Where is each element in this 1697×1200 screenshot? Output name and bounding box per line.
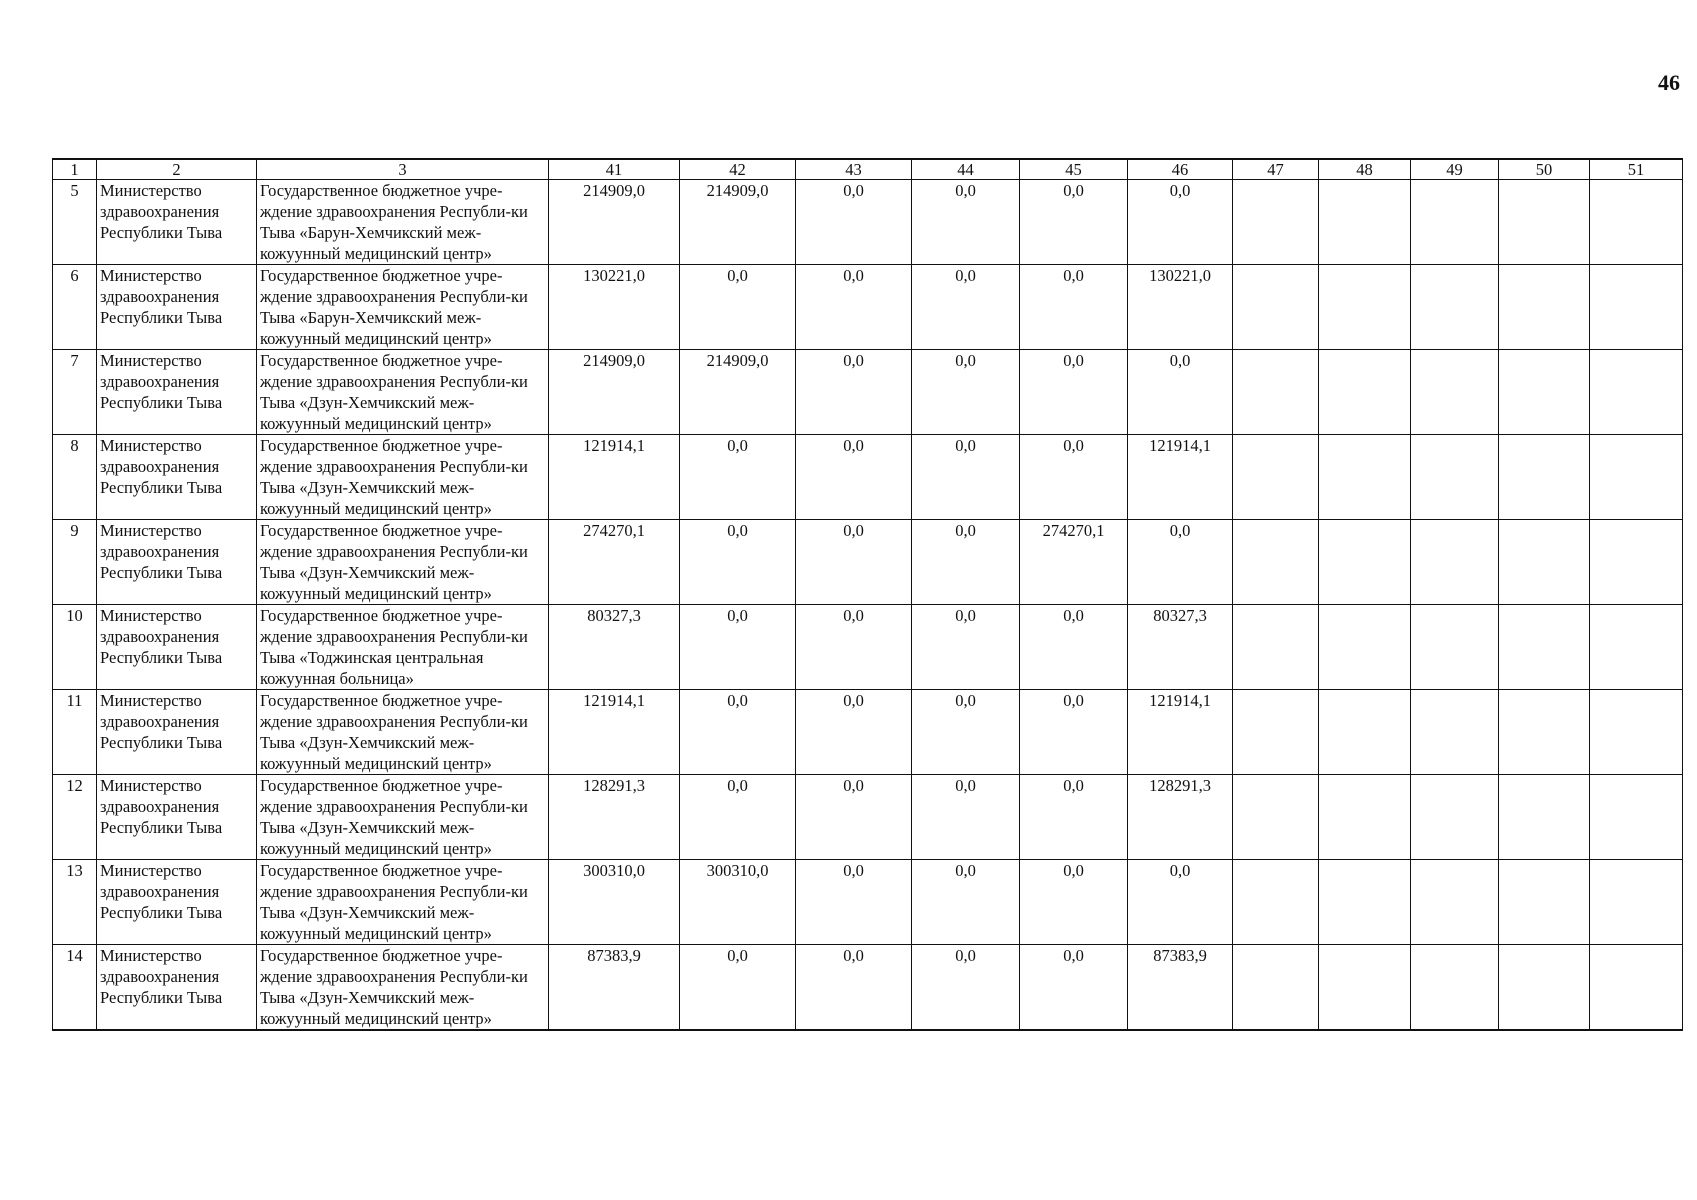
- value-cell: [1499, 265, 1590, 350]
- value-cell: 0,0: [912, 775, 1020, 860]
- value-cell: [1233, 350, 1319, 435]
- value-cell: [1233, 775, 1319, 860]
- value-cell: [1411, 265, 1499, 350]
- value-cell: 0,0: [912, 860, 1020, 945]
- row-number-cell: 8: [53, 435, 97, 520]
- value-cell: 128291,3: [549, 775, 680, 860]
- value-cell: 0,0: [796, 945, 912, 1031]
- value-cell: 0,0: [796, 265, 912, 350]
- value-cell: 0,0: [912, 605, 1020, 690]
- table-row: [53, 690, 1683, 775]
- table-body: [53, 180, 1683, 1031]
- value-cell: [1233, 265, 1319, 350]
- row-number-cell: 14: [53, 945, 97, 1031]
- row-number-cell: 6: [53, 265, 97, 350]
- value-cell: [1411, 775, 1499, 860]
- column-header: 1: [53, 159, 97, 180]
- institution-cell: Государственное бюджетное учре-ждение здравоохранения Республи-ки Тыва «Барун-Хемчикский меж-кожуунный медицинский центр»: [257, 180, 549, 265]
- ministry-cell: Министерство здравоохранения Республики Тыва: [97, 605, 257, 690]
- value-cell: [1499, 435, 1590, 520]
- value-cell: 0,0: [1020, 690, 1128, 775]
- ministry-cell: Министерство здравоохранения Республики Тыва: [97, 690, 257, 775]
- value-cell: 0,0: [796, 180, 912, 265]
- institution-cell: Государственное бюджетное учре-ждение здравоохранения Республи-ки Тыва «Дзун-Хемчикский меж-кожуунный медицинский центр»: [257, 860, 549, 945]
- value-cell: [1590, 945, 1683, 1031]
- value-cell: 0,0: [1128, 860, 1233, 945]
- value-cell: [1233, 690, 1319, 775]
- value-cell: 0,0: [796, 520, 912, 605]
- value-cell: 121914,1: [1128, 690, 1233, 775]
- value-cell: [1411, 520, 1499, 605]
- institution-cell: Государственное бюджетное учре-ждение здравоохранения Республи-ки Тыва «Дзун-Хемчикский меж-кожуунный медицинский центр»: [257, 775, 549, 860]
- row-number-cell: 11: [53, 690, 97, 775]
- institution-cell: Государственное бюджетное учре-ждение здравоохранения Республи-ки Тыва «Барун-Хемчикский меж-кожуунный медицинский центр»: [257, 265, 549, 350]
- column-header: 50: [1499, 159, 1590, 180]
- value-cell: [1590, 435, 1683, 520]
- value-cell: 0,0: [680, 435, 796, 520]
- value-cell: 0,0: [1020, 180, 1128, 265]
- value-cell: [1499, 860, 1590, 945]
- value-cell: 87383,9: [1128, 945, 1233, 1031]
- value-cell: [1411, 945, 1499, 1031]
- column-header: 48: [1319, 159, 1411, 180]
- value-cell: [1319, 945, 1411, 1031]
- value-cell: [1319, 775, 1411, 860]
- value-cell: [1319, 350, 1411, 435]
- value-cell: [1411, 605, 1499, 690]
- value-cell: 214909,0: [680, 180, 796, 265]
- column-header: 42: [680, 159, 796, 180]
- column-header: 51: [1590, 159, 1683, 180]
- value-cell: 0,0: [680, 775, 796, 860]
- value-cell: [1499, 775, 1590, 860]
- value-cell: 0,0: [1128, 180, 1233, 265]
- value-cell: 121914,1: [1128, 435, 1233, 520]
- institution-cell: Государственное бюджетное учре-ждение здравоохранения Республи-ки Тыва «Дзун-Хемчикский меж-кожуунный медицинский центр»: [257, 350, 549, 435]
- value-cell: 214909,0: [549, 180, 680, 265]
- value-cell: 0,0: [796, 605, 912, 690]
- column-header: 44: [912, 159, 1020, 180]
- institution-cell: Государственное бюджетное учре-ждение здравоохранения Республи-ки Тыва «Дзун-Хемчикский меж-кожуунный медицинский центр»: [257, 435, 549, 520]
- value-cell: 0,0: [912, 435, 1020, 520]
- column-header: 41: [549, 159, 680, 180]
- value-cell: [1411, 350, 1499, 435]
- value-cell: [1319, 860, 1411, 945]
- ministry-cell: Министерство здравоохранения Республики Тыва: [97, 945, 257, 1031]
- ministry-cell: Министерство здравоохранения Республики Тыва: [97, 180, 257, 265]
- value-cell: [1319, 690, 1411, 775]
- value-cell: 0,0: [1020, 350, 1128, 435]
- value-cell: 0,0: [912, 180, 1020, 265]
- value-cell: [1319, 180, 1411, 265]
- value-cell: 87383,9: [549, 945, 680, 1031]
- table-row: [53, 520, 1683, 605]
- value-cell: 0,0: [796, 350, 912, 435]
- value-cell: 0,0: [912, 265, 1020, 350]
- table-row: [53, 180, 1683, 265]
- value-cell: [1499, 180, 1590, 265]
- value-cell: [1233, 945, 1319, 1031]
- value-cell: 0,0: [680, 520, 796, 605]
- value-cell: 0,0: [1020, 435, 1128, 520]
- value-cell: [1233, 435, 1319, 520]
- value-cell: 0,0: [912, 350, 1020, 435]
- value-cell: 0,0: [1020, 605, 1128, 690]
- value-cell: 214909,0: [680, 350, 796, 435]
- table-row: [53, 435, 1683, 520]
- value-cell: [1233, 860, 1319, 945]
- table-header-row: [53, 159, 1683, 180]
- value-cell: [1499, 350, 1590, 435]
- value-cell: 0,0: [1128, 520, 1233, 605]
- value-cell: [1590, 605, 1683, 690]
- row-number-cell: 9: [53, 520, 97, 605]
- value-cell: 0,0: [1020, 860, 1128, 945]
- ministry-cell: Министерство здравоохранения Республики Тыва: [97, 350, 257, 435]
- value-cell: 128291,3: [1128, 775, 1233, 860]
- value-cell: 0,0: [1128, 350, 1233, 435]
- value-cell: [1319, 435, 1411, 520]
- value-cell: [1319, 265, 1411, 350]
- value-cell: [1499, 520, 1590, 605]
- table-row: [53, 605, 1683, 690]
- value-cell: [1499, 945, 1590, 1031]
- ministry-cell: Министерство здравоохранения Республики Тыва: [97, 860, 257, 945]
- value-cell: [1411, 435, 1499, 520]
- table-row: [53, 265, 1683, 350]
- value-cell: 130221,0: [549, 265, 680, 350]
- value-cell: [1411, 690, 1499, 775]
- value-cell: [1590, 265, 1683, 350]
- value-cell: 0,0: [912, 945, 1020, 1031]
- column-header: 45: [1020, 159, 1128, 180]
- row-number-cell: 10: [53, 605, 97, 690]
- value-cell: [1590, 775, 1683, 860]
- value-cell: 0,0: [796, 690, 912, 775]
- column-header: 46: [1128, 159, 1233, 180]
- ministry-cell: Министерство здравоохранения Республики Тыва: [97, 265, 257, 350]
- value-cell: 300310,0: [549, 860, 680, 945]
- table-row: [53, 945, 1683, 1031]
- value-cell: [1590, 860, 1683, 945]
- value-cell: [1590, 180, 1683, 265]
- value-cell: [1590, 520, 1683, 605]
- value-cell: 0,0: [680, 265, 796, 350]
- value-cell: [1233, 605, 1319, 690]
- table-row: [53, 860, 1683, 945]
- value-cell: [1233, 520, 1319, 605]
- column-header: 2: [97, 159, 257, 180]
- ministry-cell: Министерство здравоохранения Республики Тыва: [97, 775, 257, 860]
- table-row: [53, 350, 1683, 435]
- value-cell: 121914,1: [549, 435, 680, 520]
- institution-cell: Государственное бюджетное учре-ждение здравоохранения Республи-ки Тыва «Тоджинская центральная кожуунная больница»: [257, 605, 549, 690]
- value-cell: [1590, 690, 1683, 775]
- value-cell: [1233, 180, 1319, 265]
- institution-cell: Государственное бюджетное учре-ждение здравоохранения Республи-ки Тыва «Дзун-Хемчикский меж-кожуунный медицинский центр»: [257, 690, 549, 775]
- value-cell: 0,0: [796, 860, 912, 945]
- value-cell: 0,0: [680, 690, 796, 775]
- value-cell: [1590, 350, 1683, 435]
- value-cell: [1499, 690, 1590, 775]
- institution-cell: Государственное бюджетное учре-ждение здравоохранения Республи-ки Тыва «Дзун-Хемчикский меж-кожуунный медицинский центр»: [257, 520, 549, 605]
- column-header: 49: [1411, 159, 1499, 180]
- value-cell: 121914,1: [549, 690, 680, 775]
- institution-cell: Государственное бюджетное учре-ждение здравоохранения Республи-ки Тыва «Дзун-Хемчикский меж-кожуунный медицинский центр»: [257, 945, 549, 1031]
- value-cell: 0,0: [1020, 775, 1128, 860]
- row-number-cell: 5: [53, 180, 97, 265]
- value-cell: 274270,1: [549, 520, 680, 605]
- value-cell: 300310,0: [680, 860, 796, 945]
- value-cell: 0,0: [680, 945, 796, 1031]
- column-header: 43: [796, 159, 912, 180]
- value-cell: 0,0: [1020, 945, 1128, 1031]
- value-cell: 0,0: [912, 520, 1020, 605]
- value-cell: 214909,0: [549, 350, 680, 435]
- column-header: 47: [1233, 159, 1319, 180]
- value-cell: 274270,1: [1020, 520, 1128, 605]
- value-cell: 130221,0: [1128, 265, 1233, 350]
- table-row: [53, 775, 1683, 860]
- budget-table: [52, 158, 1683, 1031]
- row-number-cell: 7: [53, 350, 97, 435]
- row-number-cell: 12: [53, 775, 97, 860]
- value-cell: [1411, 860, 1499, 945]
- page-number: 46: [1658, 70, 1680, 95]
- value-cell: 0,0: [912, 690, 1020, 775]
- value-cell: 0,0: [796, 775, 912, 860]
- column-header: 3: [257, 159, 549, 180]
- value-cell: [1411, 180, 1499, 265]
- value-cell: 0,0: [796, 435, 912, 520]
- value-cell: 0,0: [680, 605, 796, 690]
- value-cell: 0,0: [1020, 265, 1128, 350]
- row-number-cell: 13: [53, 860, 97, 945]
- value-cell: 80327,3: [549, 605, 680, 690]
- value-cell: [1319, 520, 1411, 605]
- value-cell: [1499, 605, 1590, 690]
- ministry-cell: Министерство здравоохранения Республики Тыва: [97, 435, 257, 520]
- value-cell: [1319, 605, 1411, 690]
- ministry-cell: Министерство здравоохранения Республики Тыва: [97, 520, 257, 605]
- value-cell: 80327,3: [1128, 605, 1233, 690]
